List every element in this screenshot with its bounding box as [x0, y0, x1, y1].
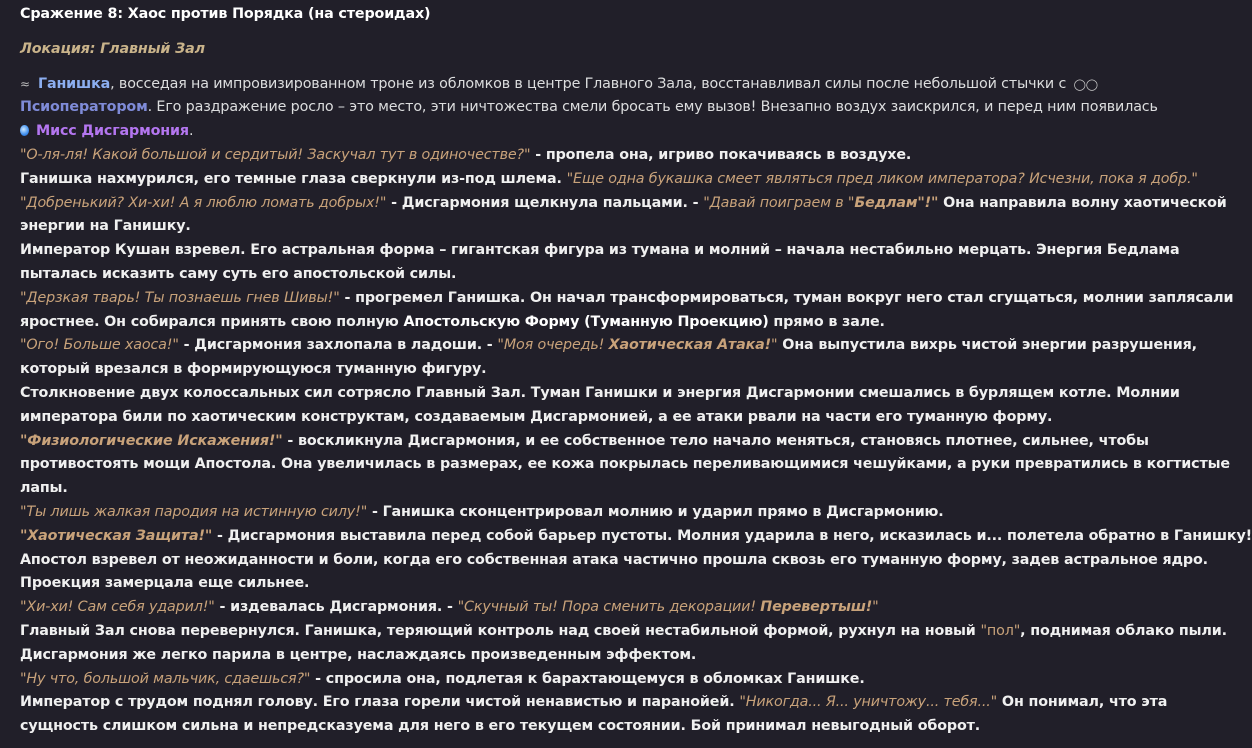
form-name: Апостольскую Форму (Туманную Проекцию) — [403, 313, 769, 330]
paragraph-9-line-3: лапы. — [20, 480, 68, 497]
dialogue-quote: "Ну что, большой мальчик, сдаешься?" — [20, 670, 311, 687]
dialogue-quote: "Еще одна букашка смеет являться пред ликом императора? Исчезни, пока я добр." — [566, 170, 1198, 187]
paragraph-6-line-2: яростнее. Он собирался принять свою полную Апостольскую Форму (Туманную Проекцию) прямо в зале. — [20, 313, 885, 330]
paragraph-intro-line-2: Псиоператором. Его раздражение росло – это место, эти ничтожества смели бросать ему вызов! Внезапно воздух заискрился, и перед ним появилась — [20, 99, 1158, 116]
paragraph-13: "Хи-хи! Сам себя ударил!" - издевалась Дисгармония. - "Скучный ты! Пора сменить декорации! Перевертыш!" — [20, 599, 879, 616]
skill-name: "Физиологические Искажения!" — [20, 432, 283, 449]
dialogue-quote: "Ты лишь жалкая пародия на истинную силу!" — [20, 503, 368, 520]
paragraph-7: "Ого! Больше хаоса!" - Дисгармония захлопала в ладоши. - "Моя очередь! Хаотическая Атака!" Она выпустила вихрь чистой энергии разрушения, — [20, 337, 1197, 354]
paragraph-16-line-2: сущность слишком сильна и непредсказуема для него в его текущем состоянии. Бой принимал невыгодный оборот. — [20, 718, 981, 735]
paragraph-8-line-2: императора били по хаотическим конструктам, создаваемым Дисгармонией, а ее атаки рвали на части его туманную форму. — [20, 408, 1053, 425]
skill-name: Хаотическая Атака! — [608, 337, 772, 354]
paragraph-2: "О-ля-ля! Какой большой и сердитый! Заскучал тут в одиночестве?" - пропела она, игриво покачиваясь в воздухе. — [20, 146, 912, 163]
paragraph-14-line-2: Дисгармония же легко парила в центре, наслаждаясь произведенным эффектом. — [20, 646, 697, 663]
character-psyoperator[interactable]: Псиоператором — [20, 99, 148, 116]
paragraph-12-line-2: Проекция замерцала еще сильнее. — [20, 575, 310, 592]
paragraph-9-line-2: противостоять мощи Апостола. Она увеличилась в размерах, ее кожа покрылась переливающимися чешуйками, а руки превратились в когтистые — [20, 456, 1230, 473]
paragraph-11: "Хаотическая Защита!" - Дисгармония выставила перед собой барьер пустоты. Молния ударила в него, исказилась и... полетела обратно в Ганишку! — [20, 527, 1252, 544]
battle-title: Сражение 8: Хаос против Порядка (на стероидах) — [20, 6, 431, 22]
paragraph-4-line-2: энергии на Ганишку. — [20, 218, 191, 235]
skill-name: Перевертыш! — [760, 599, 873, 616]
location-label: Локация: Главный Зал — [20, 40, 205, 57]
paragraph-12: Апостол взревел от неожиданности и боли, когда его собственная атака частично прошла сквозь его туманную форму, задев астральное ядро. — [20, 551, 1208, 568]
dialogue-quote: "О-ля-ля! Какой большой и сердитый! Заскучал тут в одиночестве?" — [20, 146, 531, 163]
paragraph-intro-line-3: Мисс Дисгармония. — [20, 120, 1163, 144]
paragraph-9: "Физиологические Искажения!" - воскликнула Дисгармония, и ее собственное тело начало меняться, становясь плотнее, сильнее, чтобы — [20, 432, 1149, 449]
dialogue-quote: "Никогда... Я... уничтожу... тебя..." — [739, 694, 998, 711]
quoted-word: "пол" — [980, 622, 1021, 639]
glasses-icon: ◯◯ — [1073, 77, 1098, 91]
paragraph-8: Столкновение двух колоссальных сил сотрясло Главный Зал. Туман Ганишки и энергия Дисгармонии смешались в бурлящем котле. Молнии — [20, 384, 1180, 401]
skill-name: Бедлам — [854, 194, 918, 211]
character-miss-disharmony[interactable]: Мисс Дисгармония — [36, 123, 189, 140]
paragraph-5: Император Кушан взревел. Его астральная форма – гигантская фигура из тумана и молний – начала нестабильно мерцать. Энергия Бедлама — [20, 242, 1180, 259]
paragraph-4: "Добренький? Хи-хи! А я люблю ломать добрых!" - Дисгармония щелкнула пальцами. - "Давай поиграем в "Бедлам"!" Она направила волну хаотической — [20, 194, 1227, 211]
dialogue-quote: "Хи-хи! Сам себя ударил!" — [20, 599, 215, 616]
gem-icon — [20, 125, 29, 136]
dialogue-quote: "Дерзкая тварь! Ты познаешь гнев Шивы!" — [20, 289, 340, 306]
paragraph-16: Император с трудом поднял голову. Его глаза горели чистой ненавистью и паранойей. "Никогда... Я... уничтожу... тебя..." Он понимал, что эта — [20, 694, 1168, 711]
wave-icon: ≈ — [20, 76, 30, 91]
paragraph-6: "Дерзкая тварь! Ты познаешь гнев Шивы!" - прогремел Ганишка. Он начал трансформироваться, туман вокруг него стал сгущаться, молнии заплясали — [20, 289, 1234, 306]
dialogue-quote: "Добренький? Хи-хи! А я люблю ломать добрых!" — [20, 194, 387, 211]
paragraph-7-line-2: который врезался в формирующуюся туманную фигуру. — [20, 361, 487, 378]
character-ganishka[interactable]: Ганишка — [38, 75, 111, 92]
paragraph-14: Главный Зал снова перевернулся. Ганишка, теряющий контроль над своей нестабильной формой, рухнул на новый "пол", поднимая облако пыли. — [20, 622, 1227, 639]
paragraph-5-line-2: пыталась исказить саму суть его апостольской силы. — [20, 265, 457, 282]
paragraph-intro: ≈ Ганишка, восседая на импровизированном троне из обломков в центре Главного Зала, восстанавливал силы после небольшой стычки с ◯◯ — [20, 73, 1163, 97]
paragraph-10: "Ты лишь жалкая пародия на истинную силу!" - Ганишка сконцентрировал молнию и ударил прямо в Дисгармонию. — [20, 503, 944, 520]
dialogue-quote: "Ого! Больше хаоса!" — [20, 337, 179, 354]
skill-name: "Хаотическая Защита!" — [20, 527, 213, 544]
paragraph-3: Ганишка нахмурился, его темные глаза сверкнули из-под шлема. "Еще одна букашка смеет являться пред ликом императора? Исчезни, пока я добр." — [20, 170, 1198, 187]
paragraph-15: "Ну что, большой мальчик, сдаешься?" - спросила она, подлетая к барахтающемуся в обломках Ганишке. — [20, 670, 865, 687]
